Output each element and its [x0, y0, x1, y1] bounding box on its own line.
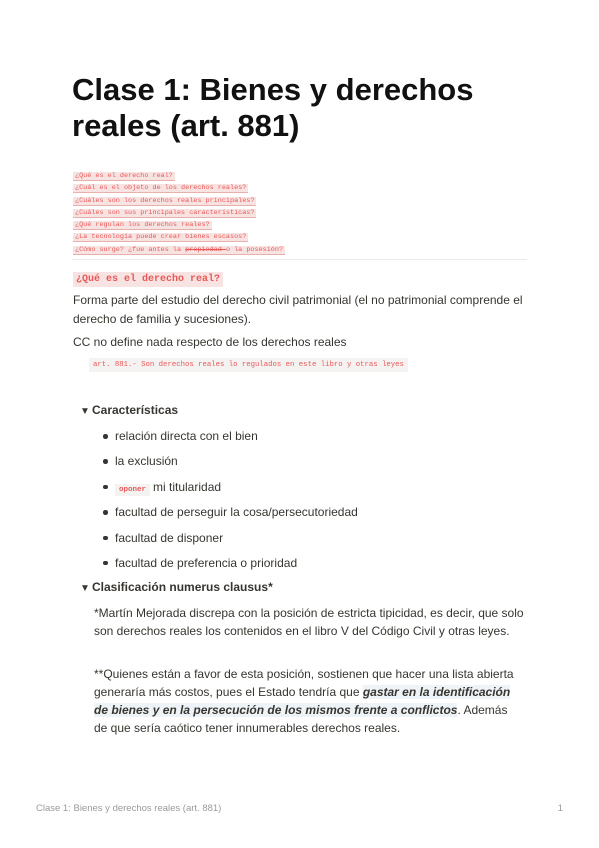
- list-item: [101, 450, 358, 475]
- toc-link[interactable]: ¿Qué regulan los derechos reales?: [75, 221, 210, 230]
- table-of-contents: [73, 167, 285, 253]
- section-heading: ¿Qué es el derecho real?: [73, 272, 223, 287]
- list-item: [101, 552, 358, 577]
- paragraph: Forma parte del estudio del derecho civil patrimonial (el no patrimonial comprende el derecho de familia y sucesiones).: [73, 293, 523, 326]
- page-title: Clase 1: Bienes y derechos reales (art. 881): [72, 72, 474, 143]
- toc-link-text: o la posesión?: [225, 245, 284, 254]
- toc-link[interactable]: ¿Cuáles son sus principales características?: [75, 208, 255, 217]
- list-item: [101, 501, 358, 526]
- triangle-down-icon[interactable]: ▼: [80, 583, 90, 594]
- toc-link[interactable]: ¿La tecnología puede crear bienes escasos?: [75, 233, 247, 242]
- highlighted-text: gastar en la identificación de bienes y en la persecución de los mismos frente a conflictos: [94, 685, 511, 717]
- toggle-clasificacion[interactable]: [80, 580, 273, 594]
- bullet-dot: [103, 561, 108, 566]
- toc-item: [73, 179, 285, 191]
- bullet-dot: [103, 485, 108, 490]
- paragraph: CC no define nada respecto de los derechos reales: [73, 335, 347, 349]
- bullet-dot: [103, 434, 108, 439]
- toc-item: [73, 204, 285, 216]
- list-item: [101, 425, 358, 450]
- bullet-dot: [103, 536, 108, 541]
- bullet-list: [101, 425, 358, 577]
- bullet-dot: [103, 459, 108, 464]
- toc-item: [73, 228, 285, 240]
- list-item-text: facultad de perseguir la cosa/persecutoriedad: [115, 505, 358, 520]
- list-item: [101, 527, 358, 552]
- toggle-caracteristicas[interactable]: [80, 403, 178, 417]
- bullet-dot: [103, 510, 108, 515]
- list-item: [101, 476, 358, 501]
- inline-code: oponer: [115, 484, 150, 496]
- paragraph: *Martín Mejorada discrepa con la posición de estricta tipicidad, es decir, que solo son derechos reales los contenidos en el libro V del Código Civil y otras leyes.: [94, 606, 524, 638]
- footer-title: Clase 1: Bienes y derechos reales (art. 881): [36, 803, 222, 814]
- list-item-text: la exclusión: [115, 454, 178, 469]
- toc-link[interactable]: [73, 246, 285, 255]
- toc-link[interactable]: ¿Cuál es el objeto de los derechos reales?: [75, 184, 247, 193]
- page-number: 1: [557, 803, 563, 814]
- list-item-text: facultad de preferencia o prioridad: [115, 555, 298, 570]
- toc-item: [73, 192, 285, 204]
- paragraph: [94, 665, 524, 737]
- toc-link-strikethrough: propiedad: [185, 245, 226, 254]
- paragraph-text: **Quienes están a favor de esta posición, sostienen que hacer una lista abierta generaría más costos, pues el Estado tendría que: [94, 667, 514, 699]
- toc-link[interactable]: ¿Cuáles son los derechos reales principales?: [75, 196, 255, 205]
- toc-item: [73, 241, 285, 253]
- toc-link[interactable]: ¿Qué es el derecho real?: [75, 172, 173, 180]
- paragraph-text: . Además de que sería caótico tener innumerables derechos reales.: [94, 703, 508, 735]
- list-item-text: facultad de disponer: [115, 530, 224, 545]
- triangle-down-icon[interactable]: ▼: [80, 406, 90, 417]
- toc-item: [73, 216, 285, 228]
- list-item-text: mi titularidad: [153, 479, 222, 494]
- toc-link-text: ¿Cómo surge? ¿fue antes la: [75, 245, 186, 254]
- toggle-label: Clasificación numerus clausus*: [92, 580, 273, 594]
- divider: [72, 259, 527, 260]
- toggle-label: Características: [92, 403, 179, 417]
- code-block: art. 881.- Son derechos reales lo regulados en este libro y otras leyes: [89, 358, 408, 372]
- toc-item: [73, 167, 285, 179]
- list-item-text: relación directa con el bien: [115, 429, 258, 443]
